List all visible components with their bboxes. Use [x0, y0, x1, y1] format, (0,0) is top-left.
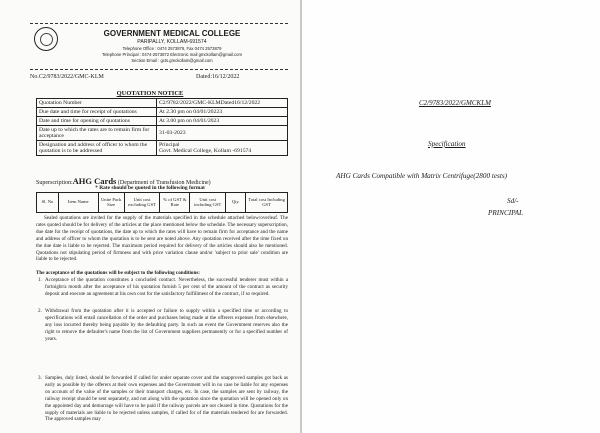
- quotation-number-label: Quotation Number: [37, 99, 157, 108]
- table-row: [37, 125, 288, 140]
- addressee-value: Principal Govt. Medical College, Kollam -691574: [157, 140, 288, 155]
- column-header: % of GST & Rate: [160, 193, 190, 213]
- rate-format-table: [36, 192, 288, 213]
- firm-rate-date-value: 31-03-2023: [157, 125, 288, 140]
- notice-title: QUOTATION NOTICE: [116, 90, 184, 97]
- condition-text: Acceptance of the quotation constitutes a concluded contract. Nevertheless, the successful tenderer must within a fortnight/a month after the acceptance of his quotation furnish 5 per cent of the amount of the contract as security deposit and execute an agreement at his own cost for the satisfactory fulfillment of the contract, if so required.: [45, 277, 288, 297]
- column-header: Total cost Including GST: [246, 193, 288, 213]
- opening-date-label: Date and time for opening of quotations: [37, 116, 157, 125]
- specification-reference: C2/9783/2022/GMCKLM: [419, 99, 491, 107]
- column-header: Unit cost excluding GST: [124, 193, 160, 213]
- office-phone: Telephone Office : 0474 2573876, Fax 0474 2573879: [122, 46, 222, 51]
- superscription-department: (Department of Transfusion Medicine): [117, 180, 211, 186]
- condition-item: [36, 375, 288, 423]
- header-bottom-rule: [30, 69, 288, 70]
- intro-paragraph: Sealed quotations are invited for the supply of the materials specified in the schedule attached below/overleaf. The rates quoted should be for delivery of the articles at the place mentioned below the schedule. The necessary superscription, due date for the receipt of quotations, the date up to which the rates will have to remain firm for acceptance and the name and address of officer to whom the quotation is to be sent are noted above. Any quotation received after the time fixed on the due date is liable to be rejected. The maximum period required for delivery of the articles should also be mentioned. Quotations not stipulating period of firmness and with price variation clause and/or 'subject to prior sale' condition are liable to be rejected.: [36, 215, 288, 263]
- college-emblem-icon: [34, 27, 58, 51]
- rate-format-note: * Rate should be quoted in the following format: [95, 185, 205, 191]
- column-header: Unite Pack Size: [98, 193, 124, 213]
- column-header: Item Name: [58, 193, 98, 213]
- specification-heading: Specification: [428, 140, 466, 148]
- condition-item: [36, 308, 288, 343]
- superscription-item: AHG Cards: [72, 176, 117, 186]
- section-email: Section Email : gcts.gmckollam@gmail.com: [131, 58, 213, 63]
- quotation-number-value: C2/9782/2022/GMC-KLMDated16/12/2022: [157, 99, 288, 108]
- quotation-details-table: [36, 98, 288, 156]
- institution-address: PARIPALLY, KOLLAM-691574: [137, 39, 207, 45]
- reference-number: No.C2/9783/2022/GMC-KLM: [30, 74, 104, 80]
- due-date-label: Due date and time for receipt of quotations: [37, 107, 157, 116]
- reference-date: Dated:16/12/2022: [196, 74, 240, 80]
- signature-mark: Sd/-: [507, 197, 519, 205]
- condition-number: 3.: [38, 375, 42, 381]
- condition-number: 2.: [38, 308, 42, 314]
- column-header: Sl. No: [37, 193, 59, 213]
- table-row: [37, 107, 288, 116]
- specification-item: AHG Cards Compatible with Matrix Centrifuge(2800 tests): [336, 172, 508, 180]
- condition-number: 1.: [38, 277, 42, 283]
- acceptance-heading: The acceptance of the quotations will be subject to the following conditions:: [36, 270, 200, 276]
- table-header-row: [37, 193, 288, 213]
- opening-date-value: At 3.00 pm on 04/01/2023: [157, 116, 288, 125]
- table-row: [37, 116, 288, 125]
- institution-name: GOVERNMENT MEDICAL COLLEGE: [103, 29, 241, 38]
- column-header: Unit cost including GST: [190, 193, 226, 213]
- due-date-value: At 2.30 pm on 04/01/20223: [157, 107, 288, 116]
- condition-text: Withdrawal from the quotation after it is accepted or failure to supply within a specified time or according to specifications will entail cancellation of the order and purchases being made at the offerers expenses from elsewhere, any loss incurred thereby being payable by the defaulting party. In such an event the Government reserves also the right to remove the defaulter's name from the list of Government suppliers permanently or for a specified number of years.: [45, 308, 288, 342]
- table-row: [37, 99, 288, 108]
- specification-page: [302, 0, 600, 433]
- addressee-label: Designation and address of officer to whom the quotation is to be addressed: [37, 140, 157, 155]
- condition-item: [36, 277, 288, 298]
- superscription-prefix: Superscription:: [36, 180, 73, 186]
- table-row: [37, 140, 288, 155]
- firm-rate-date-label: Date up to which the rates are to remain firm for acceptance: [37, 125, 157, 140]
- signatory-designation: PRINCIPAL: [488, 209, 524, 217]
- column-header: Qty.: [226, 193, 246, 213]
- principal-phone: Telephone Principal : 0474-2573872 Electronic mail gmckollam@gmail.com: [102, 52, 242, 57]
- header-top-rule: [30, 23, 288, 24]
- condition-text: Samples, duly listed, should be forwarded if called for under separate cover and the unapproved samples got back as early as possible by the offerers at their own expenses and the Government will in no case be liable for any expenses on account of the value of the samples or their transport charges, etc. In case, the samples are sent by railway, the railway receipt should be sent separately, and not along with the quotation since the quotation will be opened only on the appointed day and demurrage will have to be paid if the railway parcels are not cleared in time. Quotations for the supply of materials are liable to be rejected unless samples, if called for of the materials tendered for are forwarded. The approved samples may: [45, 375, 288, 423]
